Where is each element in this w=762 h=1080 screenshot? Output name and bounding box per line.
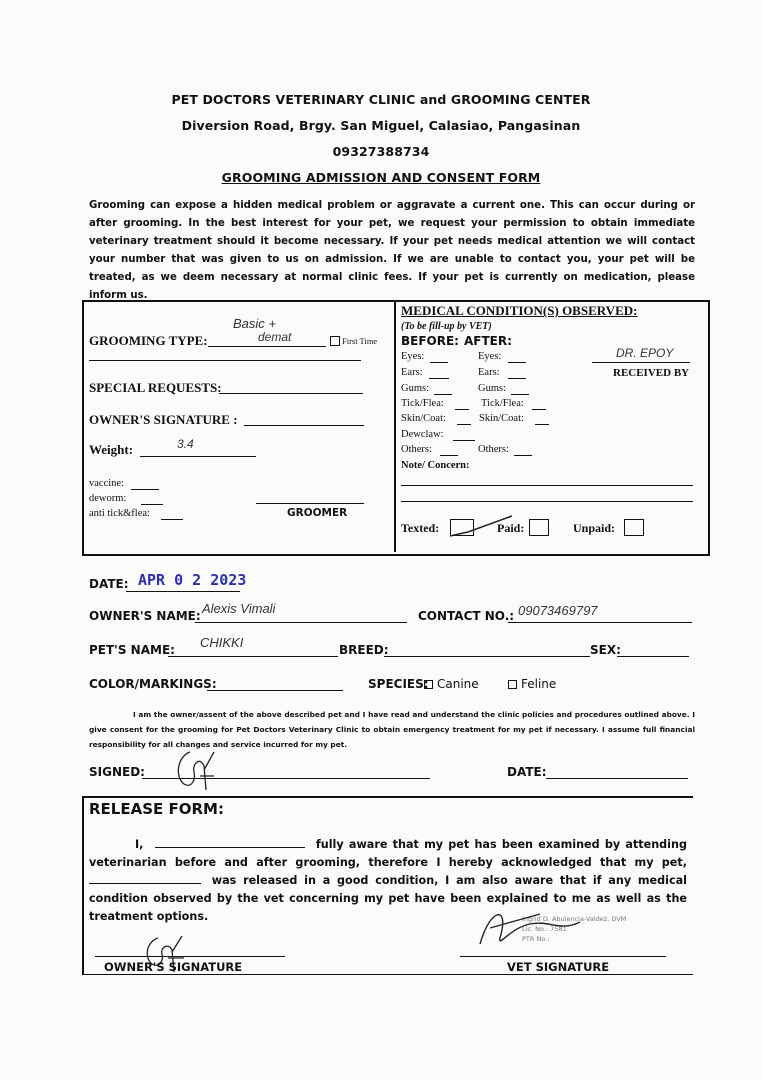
canine-checkbox[interactable] (424, 680, 433, 689)
signed-date-label: DATE: (507, 765, 547, 779)
special-requests-label: SPECIAL REQUESTS: (89, 380, 222, 395)
pet-name-line[interactable] (168, 656, 338, 657)
feline-label: Feline (521, 677, 557, 691)
note-label: Note/ Concern: (401, 460, 470, 471)
clinic-phone: 09327388734 (332, 144, 430, 159)
before-item: Tick/Flea: (401, 398, 444, 409)
clinic-name: PET DOCTORS VETERINARY CLINIC and GROOMING CENTER (171, 92, 591, 107)
deworm-line[interactable] (141, 504, 163, 505)
grooming-type-label: GROOMING TYPE: (89, 333, 208, 348)
before-item: Ears: (401, 367, 423, 378)
after-item: Tick/Flea: (481, 398, 524, 409)
vet-signature-line[interactable] (460, 956, 666, 957)
medical-title: MEDICAL CONDITION(S) OBSERVED: (401, 303, 638, 318)
before-item-line[interactable] (455, 409, 469, 410)
paid-label: Paid: (497, 521, 525, 535)
vet-stamp-license: Lic. No.: 7581 (522, 925, 567, 933)
unpaid-checkbox[interactable] (624, 519, 644, 536)
medical-subtitle: (To be fill-up by VET) (401, 321, 492, 332)
before-item: Skin/Coat: (401, 413, 446, 424)
species-feline-option[interactable] (508, 677, 556, 691)
after-item: Eyes: (478, 351, 502, 362)
before-label: BEFORE: (401, 334, 459, 348)
after-item-line[interactable] (514, 455, 532, 456)
weight-line[interactable] (140, 456, 256, 457)
species-label: SPECIES: (368, 677, 429, 691)
after-item: Others: (478, 444, 509, 455)
box-divider (394, 302, 396, 552)
release-bottom-rule (82, 974, 693, 975)
owner-name-line[interactable] (195, 622, 407, 623)
signed-date-line[interactable] (546, 778, 688, 779)
date-label: DATE: (89, 577, 129, 591)
release-title: RELEASE FORM: (89, 800, 224, 818)
grooming-type-line (208, 346, 326, 347)
received-by-value: DR. EPOY (616, 346, 674, 360)
after-item-line[interactable] (508, 362, 526, 363)
before-item-line[interactable] (430, 362, 448, 363)
after-item-line[interactable] (508, 378, 526, 379)
after-item-line[interactable] (511, 394, 529, 395)
vaccine-line[interactable] (131, 489, 159, 490)
release-pet-name-blank[interactable] (89, 873, 201, 884)
vet-stamp-name: Ingrid D. Abulencia-Valdez, DVM (522, 915, 627, 923)
canine-label: Canine (437, 677, 479, 691)
before-item-line[interactable] (434, 394, 452, 395)
paid-checkbox[interactable] (529, 519, 549, 536)
received-by-line[interactable] (592, 362, 690, 363)
release-owner-name-blank[interactable] (155, 837, 305, 848)
groomer-label: GROOMER (287, 507, 348, 519)
breed-label: BREED: (339, 643, 389, 657)
species-canine-option[interactable] (424, 677, 479, 691)
before-item: Dewclaw: (401, 429, 444, 440)
before-item-line[interactable] (457, 424, 471, 425)
intro-paragraph: Grooming can expose a hidden medical problem or aggravate a current one. This can occur during or after grooming. In the best interest for your pet, we request your permission to obtain immediate veterinary treatment should it become necessary. If your pet needs medical attention we will contact your number that was given to us on admission. If we are unable to contact you, your pet will be treated, as we deem necessary at normal clinic fees. If your pet is currently on medication, please inform us. (89, 200, 695, 301)
grooming-type-value-1: Basic + (233, 316, 276, 331)
owner-signature-label: OWNER'S SIGNATURE : (89, 412, 238, 427)
release-text-2: fully aware that my pet has been examined by attending veterinarian before and after grooming, therefore I hereby acknowledged that my pet, (89, 838, 687, 869)
after-item: Skin/Coat: (479, 413, 524, 424)
owner-signature-release-line[interactable] (95, 956, 285, 957)
color-line[interactable] (207, 690, 343, 691)
date-line[interactable] (126, 591, 240, 592)
vaccine-label: vaccine: (89, 478, 124, 489)
unpaid-label: Unpaid: (573, 521, 616, 535)
before-item: Eyes: (401, 351, 425, 362)
contact-value: 09073469797 (518, 603, 598, 618)
owner-signature-line[interactable] (244, 425, 364, 426)
owner-signature-release-label: OWNER'S SIGNATURE (104, 960, 243, 974)
release-text-1: I, (135, 838, 144, 851)
texted-label: Texted: (401, 521, 440, 535)
pet-name-value: CHIKKI (200, 635, 244, 650)
groomer-line[interactable] (256, 503, 364, 504)
after-item-line[interactable] (532, 409, 546, 410)
consent-paragraph: I am the owner/assent of the above described pet and I have read and understand the clinic policies and procedures outlined above. I give consent for the grooming for Pet Doctors Veterinary Clinic to obtain emergency treatment for my pet if necessary. I assume full financial responsibility for all changes and service incurred for my pet. (89, 710, 695, 749)
clinic-address: Diversion Road, Brgy. San Miguel, Calasiao, Pangasinan (181, 118, 581, 133)
breed-line[interactable] (384, 656, 590, 657)
vet-signature-scribble (470, 898, 610, 958)
after-item: Ears: (478, 367, 500, 378)
contact-label: CONTACT NO.: (418, 609, 515, 623)
deworm-label: deworm: (89, 493, 127, 504)
owner-name-value: Alexis Vimali (202, 601, 276, 616)
date-stamp: APR 0 2 2023 (138, 571, 247, 589)
release-left-rule (82, 796, 84, 974)
owner-signature-scribble (170, 746, 220, 794)
color-label: COLOR/MARKINGS: (89, 677, 217, 691)
first-time-checkbox[interactable] (330, 336, 340, 346)
release-top-rule (82, 796, 693, 798)
form-title: GROOMING ADMISSION AND CONSENT FORM (221, 170, 541, 185)
feline-checkbox[interactable] (508, 680, 517, 689)
after-item: Gums: (478, 383, 507, 394)
after-item-line[interactable] (535, 424, 549, 425)
grooming-type-value-2: demat (258, 330, 292, 344)
note-line-1[interactable] (401, 485, 693, 486)
sex-line[interactable] (617, 656, 689, 657)
weight-value: 3.4 (177, 437, 194, 451)
note-line-2[interactable] (401, 501, 693, 502)
signed-label: SIGNED: (89, 765, 145, 779)
weight-label: Weight: (89, 442, 134, 457)
after-label: AFTER: (464, 334, 512, 348)
before-item-line[interactable] (429, 378, 449, 379)
before-item: Gums: (401, 383, 430, 394)
pet-name-label: PET'S NAME: (89, 643, 175, 657)
vet-signature-label: VET SIGNATURE (507, 960, 610, 974)
before-item: Others: (401, 444, 432, 455)
vet-stamp-ptr: PTR No.: (522, 935, 550, 943)
sex-label: SEX: (590, 643, 621, 657)
grooming-type-line-2 (89, 360, 361, 361)
owner-name-label: OWNER'S NAME: (89, 609, 201, 623)
first-time-label: First Time (342, 336, 378, 346)
before-item-line[interactable] (440, 455, 458, 456)
contact-line[interactable] (508, 622, 692, 623)
received-by-label: RECEIVED BY (613, 367, 690, 379)
special-requests-line[interactable] (219, 393, 363, 394)
before-item-line[interactable] (453, 440, 475, 441)
antitick-line[interactable] (161, 519, 183, 520)
antitick-label: anti tick&flea: (89, 508, 150, 519)
release-text-3: was released in a good condition, I am also aware that if any medical condition observed by the vet concerning my pet have been explained to me as well as the treatment options. (89, 874, 687, 923)
